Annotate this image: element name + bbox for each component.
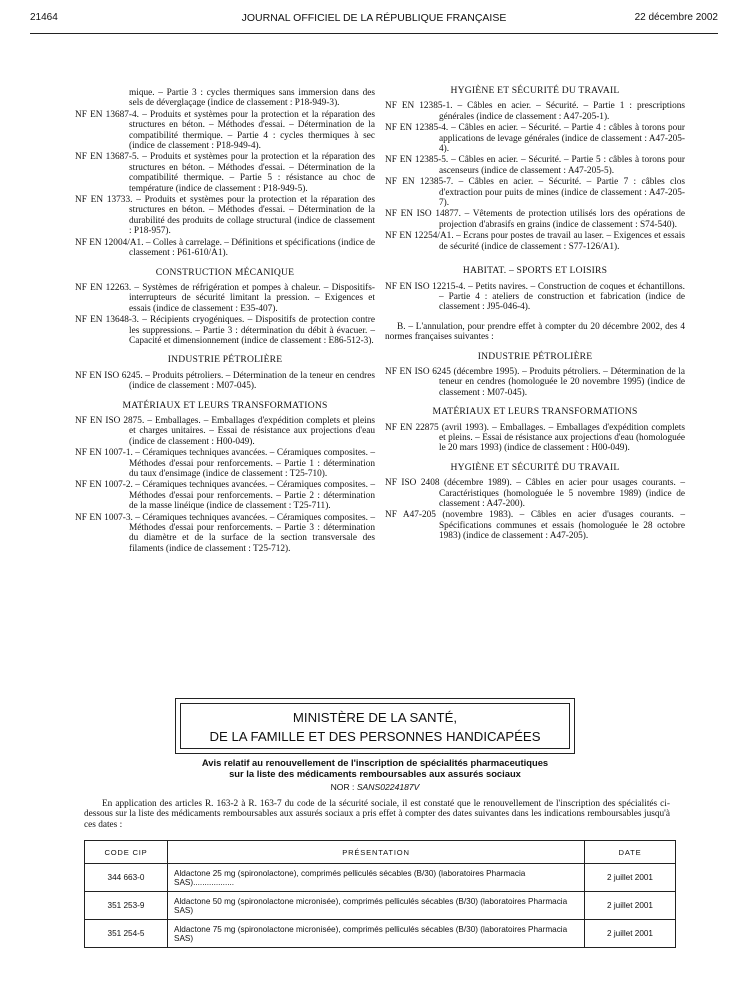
standard-entry [75, 152, 375, 194]
standards-list [75, 110, 375, 259]
standard-description: – Câbles en acier. – Sécurité. – Partie 4 : câbles à torons pour applications de levage générales (indice de classement : A47-205-4). [439, 123, 685, 155]
standard-description: (décembre 1989). – Câbles en acier pour usages courants. – Caractéristiques (homologuée le 5 novembre 1989) (indice de classement : A47-200). [439, 478, 685, 509]
standard-description: – Câbles en acier. – Sécurité. – Partie 1 : prescriptions générales (indice de classement : A47-205-1). [439, 101, 686, 122]
journal-title: JOURNAL OFFICIEL DE LA RÉPUBLIQUE FRANÇAISE [241, 12, 507, 24]
standard-code: NF EN 13733. [75, 195, 137, 206]
standard-entry [385, 209, 685, 230]
section-heading: CONSTRUCTION MÉCANIQUE [155, 266, 295, 278]
standards-list [75, 416, 375, 554]
nor-label: NOR : [330, 782, 355, 792]
section-heading: INDUSTRIE PÉTROLIÈRE [167, 354, 283, 366]
cell-presentation: Aldactone 75 mg (spironolactone micronisée), comprimés pelliculés sécables (B/30) (laboratoires Pharmacia SAS) [168, 920, 585, 948]
page-number: 21464 [30, 12, 58, 23]
standard-entry [385, 177, 685, 208]
standard-description: – Petits navires. – Construction de coques et échantillons. – Partie 4 : ateliers de construction et fabrication (indice de classement : J95-046-4). [439, 281, 685, 313]
standards-list [385, 101, 685, 252]
standard-code: NF EN 13687-4. [75, 109, 143, 120]
standard-entry [75, 480, 375, 511]
standard-entry [385, 123, 685, 154]
ministry-box-inner [180, 703, 570, 749]
standard-code: NF EN 1007-3. [75, 512, 136, 523]
left-column [75, 88, 375, 555]
standard-description: – Emballages. – Emballages d'expédition complets et pleins et charges unitaires. – Essai de résistance aux projections d'eau (indice de classement : H00-049). [129, 415, 375, 447]
standard-description: – Céramiques techniques avancées. – Céramiques composites. – Méthodes d'essai pour renforcements. – Partie 3 : détermination du diamètre et de la surface de la section transversale des filaments (indice de classement : T25-712). [129, 512, 375, 554]
avis-intro: En application des articles R. 163-2 à R. 163-7 du code de la sécurité sociale, il est constaté que le renouvellement de l'inscription des spécialités ci-dessous sur la liste des médicaments remboursables aux assurés sociaux a pris effet à compter des dates suivantes dans les indications remboursables jusqu'à ces dates : [84, 799, 670, 830]
standard-code: NF EN ISO 12215-4. [385, 281, 469, 292]
standard-code: NF EN 13648-3. [75, 315, 143, 326]
standard-code: NF EN 12385-1. [385, 101, 458, 112]
cell-date: 2 juillet 2001 [585, 920, 676, 948]
standard-entry [385, 282, 685, 313]
standard-entry [385, 231, 685, 252]
standard-description: – Colles à carrelage. – Définitions et spécifications (indice de classement : P61-610/A1). [129, 237, 375, 259]
ministry-title-line2: DE LA FAMILLE ET DES PERSONNES HANDICAPÉES [209, 729, 541, 744]
standard-description: – Céramiques techniques avancées. – Céramiques composites. – Méthodes d'essai pour renforcements. – Partie 1 : détermination du taux d'ensimage (indice de classement : T25-710). [129, 448, 375, 479]
continuation-text: mique. – Partie 3 : cycles thermiques sans immersion dans des sels de déverglaçage (indice de classement : P18-949-3). [129, 88, 375, 109]
standard-entry [75, 513, 375, 555]
standard-entry [75, 283, 375, 314]
cell-presentation: Aldactone 50 mg (spironolactone micronisée), comprimés pelliculés sécables (B/30) (laboratoires Pharmacia SAS) [168, 892, 585, 920]
standards-list [385, 478, 685, 541]
section-heading: HYGIÈNE ET SÉCURITÉ DU TRAVAIL [450, 85, 620, 96]
standard-entry [75, 448, 375, 479]
standard-entry [75, 371, 375, 392]
standard-description: (novembre 1983). – Câbles en acier d'usages courants. – Spécifications communes et essais (homologuée le 28 octobre 1983) (indice de classement : A47-205). [439, 510, 685, 542]
section-heading: HABITAT. – SPORTS ET LOISIRS [462, 265, 608, 277]
standard-entry [385, 367, 685, 398]
header-rule [30, 33, 718, 34]
standard-description: (décembre 1995). – Produits pétroliers. – Détermination de la teneur en cendres (homologuée le 20 novembre 1995) (indice de classement : M07-045). [439, 366, 685, 398]
table-row [85, 864, 676, 892]
page-header [30, 12, 718, 28]
standard-entry [385, 510, 685, 541]
standard-description: – Câbles en acier. – Sécurité. – Partie 5 : câbles à torons pour ascenseurs (indice de classement : A47-205-5). [439, 155, 685, 176]
column-header-date: DATE [585, 841, 676, 864]
cell-date: 2 juillet 2001 [585, 864, 676, 892]
table-row [85, 892, 676, 920]
standard-description: – Câbles en acier. – Sécurité. – Partie 7 : câbles clos d'extraction pour puits de mines (indice de classement : A47-205-7). [439, 177, 685, 209]
standard-entry [75, 416, 375, 447]
standard-description: – Céramiques techniques avancées. – Céramiques composites. – Méthodes d'essai pour renforcements. – Partie 2 : détermination de la masse linéique (indice de classement : T25-711). [129, 480, 375, 512]
standard-entry [385, 101, 685, 122]
cell-code-cip: 344 663-0 [85, 864, 168, 892]
standard-code: NF EN 12004/A1. [75, 237, 146, 248]
standard-code: NF EN 12385-5. [385, 155, 452, 166]
table-row [85, 920, 676, 948]
standard-description: – Produits et systèmes pour la protection et la réparation des structures en béton. – Méthodes d'essai. – Détermination de la compatibilité thermique. – Partie 5 : résistance au choc de température (indice de classement : P18-949-5). [129, 152, 376, 194]
avis-title-line2: sur la liste des médicaments remboursables aux assurés sociaux [229, 768, 521, 779]
avis-title [90, 757, 660, 779]
section-heading: INDUSTRIE PÉTROLIÈRE [477, 350, 593, 362]
cell-date: 2 juillet 2001 [585, 892, 676, 920]
ministry-title-line1: MINISTÈRE DE LA SANTÉ, [292, 710, 458, 725]
standard-code: NF EN ISO 2875. [75, 415, 148, 426]
standard-code: NF EN 12254/A1. [385, 231, 457, 242]
standards-list [75, 283, 375, 346]
standard-code: NF EN 22875 [385, 422, 442, 433]
specialites-table [84, 840, 676, 948]
standard-code: NF EN 1007-1. [75, 448, 136, 459]
standard-entry [75, 315, 375, 346]
standard-code: NF EN 12385-7. [385, 177, 459, 188]
standard-code: NF EN 12385-4. [385, 123, 452, 134]
section-heading: MATÉRIAUX ET LEURS TRANSFORMATIONS [432, 406, 638, 418]
ministry-box [175, 698, 575, 754]
standard-code: NF EN ISO 14877. [385, 209, 465, 220]
standard-code: NF A47-205 [385, 510, 443, 521]
standard-entry [75, 110, 375, 152]
standard-description: – Ecrans pour postes de travail au laser. – Exigences et essais de sécurité (indice de classement : S77-126/A1). [439, 231, 685, 252]
standard-description: – Produits et systèmes pour la protection et la réparation des structures en béton. – Méthodes d'essai. – Détermination de la durabilité des produits de collage structural (indice de classement : P18-957). [129, 195, 375, 237]
cell-code-cip: 351 254-5 [85, 920, 168, 948]
standards-list [385, 282, 685, 313]
issue-date: 22 décembre 2002 [634, 12, 718, 23]
column-header-code-cip: CODE CIP [85, 841, 168, 864]
section-heading: MATÉRIAUX ET LEURS TRANSFORMATIONS [122, 399, 328, 411]
table-header-row [85, 841, 676, 864]
standards-list [385, 423, 685, 454]
avis-title-line1: Avis relatif au renouvellement de l'inscription de spécialités pharmaceutiques [201, 757, 549, 768]
nor-reference [90, 782, 660, 792]
standard-description: – Produits pétroliers. – Détermination de la teneur en cendres (indice de classement : M07-045). [129, 370, 375, 392]
annulation-paragraph: B. – L'annulation, pour prendre effet à compter du 20 décembre 2002, des 4 normes françaises suivantes : [385, 321, 685, 343]
cell-presentation: Aldactone 25 mg (spironolactone), comprimés pelliculés sécables (B/30) (laboratoires Pharmacia SAS).................. [168, 864, 585, 892]
cell-code-cip: 351 253-9 [85, 892, 168, 920]
standard-description: – Vêtements de protection utilisés lors des opérations de projection d'abrasifs en grains (indice de classement : S74-540). [439, 209, 686, 230]
standard-entry [75, 195, 375, 237]
standard-entry [385, 423, 685, 454]
standard-code: NF EN 12263. [75, 282, 135, 293]
standard-entry [75, 238, 375, 259]
section-heading: HYGIÈNE ET SÉCURITÉ DU TRAVAIL [450, 461, 620, 473]
standard-code: NF EN ISO 6245 [385, 366, 454, 377]
standard-code: NF ISO 2408 [385, 478, 445, 489]
nor-code: SANS0224187V [356, 782, 420, 792]
standard-description: – Récipients cryogéniques. – Dispositifs de protection contre les suppressions. – Partie 3 : détermination du débit à évacuer. – Capacité et dimensionnement (indice de classement : E86-512-3). [129, 315, 375, 346]
standard-entry [385, 155, 685, 176]
standard-description: – Produits et systèmes pour la protection et la réparation des structures en béton. – Méthodes d'essai. – Détermination de la compatibilité thermique. – Partie 4 : cycles thermiques à sec (indice de classement : P18-949-4). [129, 109, 376, 152]
standard-code: NF EN 1007-2. [75, 480, 136, 491]
standards-list [75, 371, 375, 392]
standard-code: NF EN ISO 6245. [75, 370, 146, 381]
standard-entry [385, 478, 685, 509]
standard-description: – Systèmes de réfrigération et pompes à chaleur. – Dispositifs-interrupteurs de sécurité limitant la pression. – Exigences et essais (indice de classement : E35-407). [129, 282, 375, 314]
standard-description: (avril 1993). – Emballages. – Emballages d'expédition complets et pleins. – Essai de résistance aux projections d'eau (homologuée le 20 mars 1993) (indice de classement : H00-049). [439, 422, 685, 454]
standards-list [385, 367, 685, 398]
column-header-presentation: PRÉSENTATION [168, 841, 585, 864]
right-column [385, 86, 685, 543]
standard-code: NF EN 13687-5. [75, 152, 143, 163]
